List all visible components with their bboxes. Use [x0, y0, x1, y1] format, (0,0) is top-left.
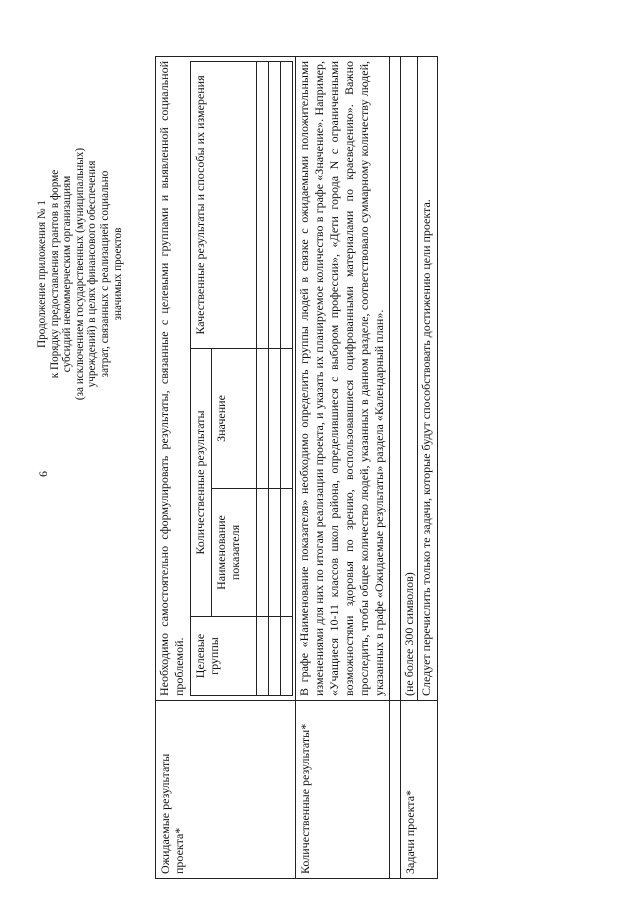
project-tasks-instruction-box	[418, 57, 437, 700]
empty-cell[interactable]	[281, 617, 293, 696]
empty-row	[269, 62, 281, 696]
quantitative-results-row	[296, 57, 390, 879]
empty-cell[interactable]	[281, 489, 293, 617]
header-line: учреждений) в целях финансового обеспечения	[86, 160, 99, 388]
project-tasks-limit-box	[401, 57, 418, 700]
application-form-table	[155, 56, 438, 879]
expected-results-instruction: Необходимо самостоятельно сформулировать результаты, связанные с целевыми группами и выявленной социальной проблемой.	[157, 61, 186, 696]
col-value: Значение	[212, 348, 257, 488]
empty-cell[interactable]	[269, 62, 281, 349]
quantitative-results-label: Количественные результаты*	[296, 701, 390, 879]
appendix-header	[36, 129, 124, 419]
col-quantitative: Количественные результаты	[191, 348, 212, 616]
expected-results-label: Ожидаемые результаты проекта*	[156, 701, 296, 879]
expected-results-row	[156, 57, 296, 879]
header-line: к Порядку предоставления грантов в форме	[48, 169, 61, 379]
quantitative-results-content	[296, 57, 390, 701]
empty-cell[interactable]	[281, 62, 293, 349]
col-qualitative: Качественные результаты и способы их измерения	[191, 62, 257, 349]
empty-row	[257, 62, 269, 696]
project-tasks-row	[401, 57, 438, 879]
header-line: Продолжение приложения № 1	[36, 200, 48, 348]
results-subtable	[190, 61, 293, 696]
empty-cell[interactable]	[269, 348, 281, 488]
quantitative-results-instruction: В графе «Наименование показателя» необходимо определить группы людей в связке с ожидаемыми положительными изменениями для них по итогам реализации проекта, и указать их планируемое количество в графе «Значение». Например, «Учащиеся 10-11 классов школ района, определившиеся с выбором профессии», «Дети города N с ограниченными возможностями здоровья по зрению, воспользовавшиеся оцифрованными материалами по краеведению». Важно проследить, чтобы общее количество людей, указанных в данном разделе, соответствовало суммарному количеству людей, указанных в графе «Ожидаемые результаты» раздела «Календарный план».	[297, 61, 386, 696]
header-line: затрат, связанных с реализацией социально	[98, 170, 111, 378]
empty-cell[interactable]	[269, 617, 281, 696]
empty-cell	[390, 701, 401, 879]
spacer-row	[390, 57, 401, 879]
header-line: субсидий некоммерческим организациям	[61, 175, 74, 373]
header-line: (за исключением государственных (муниципальных)	[73, 147, 86, 401]
project-tasks-content	[401, 57, 438, 701]
project-tasks-limit: (не более 300 символов)	[402, 572, 416, 696]
empty-cell[interactable]	[281, 348, 293, 488]
empty-row	[281, 62, 293, 696]
project-tasks-label: Задачи проекта*	[401, 701, 438, 879]
project-tasks-instruction: Следует перечислить только те задачи, которые будут способствовать достижению цели проекта.	[419, 199, 433, 696]
empty-cell[interactable]	[269, 489, 281, 617]
col-indicator-name: Наименование показателя	[212, 489, 257, 617]
col-target-groups: Целевые группы	[191, 617, 257, 696]
empty-cell[interactable]	[257, 617, 269, 696]
header-line: значимых проектов	[111, 227, 124, 321]
expected-results-content	[156, 57, 296, 701]
empty-cell[interactable]	[257, 62, 269, 349]
page-number: 6	[36, 471, 50, 477]
empty-cell[interactable]	[257, 348, 269, 488]
empty-cell[interactable]	[257, 489, 269, 617]
empty-cell	[390, 57, 401, 701]
